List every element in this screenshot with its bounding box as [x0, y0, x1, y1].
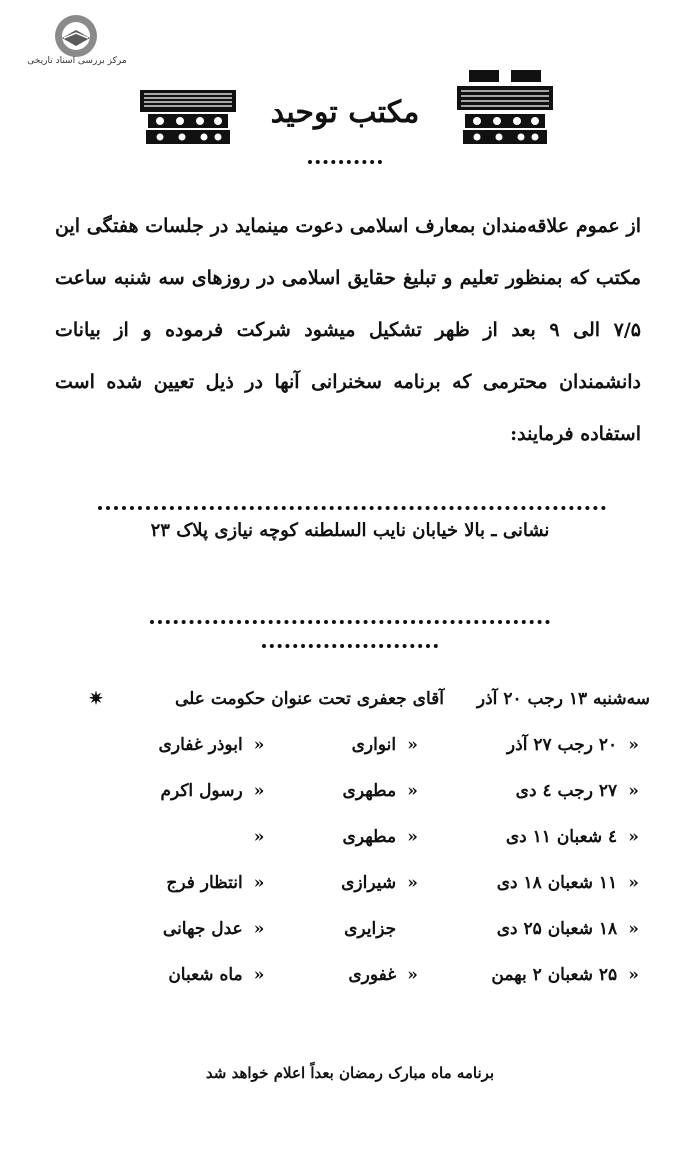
document-title: مکتب توحید — [270, 95, 420, 130]
schedule-topic: عدل جهانی — [162, 919, 243, 939]
schedule-row — [60, 676, 650, 722]
schedule-row — [60, 860, 650, 906]
ditto-mark: « — [407, 965, 418, 985]
ditto-mark: « — [407, 873, 418, 893]
ditto-mark: « — [253, 965, 265, 985]
schedule-row — [60, 814, 650, 860]
title-underline — [308, 160, 382, 164]
schedule-speaker: مطهری — [342, 827, 397, 847]
ditto-mark: « — [628, 781, 639, 801]
ornament-right — [455, 66, 555, 148]
schedule-table — [60, 676, 650, 998]
ditto-mark: « — [253, 735, 265, 755]
ditto-mark: « — [253, 873, 265, 893]
schedule-date: ٤ شعبان ۱۱ دی — [505, 827, 618, 847]
schedule-date: ۲۵ شعبان ۲ بهمن — [491, 965, 618, 985]
schedule-date: سه‌شنبه ۱۳ رجب ۲۰ آذر — [476, 689, 650, 709]
divider — [262, 644, 438, 648]
schedule-date: ۱۱ شعبان ۱۸ دی — [496, 873, 618, 893]
ditto-mark: « — [628, 965, 639, 985]
ramadan-note: برنامه ماه مبارک رمضان بعداً اعلام خواهد شد — [205, 1064, 495, 1082]
ditto-mark: « — [407, 827, 418, 847]
ditto-mark: « — [407, 735, 418, 755]
schedule-topic: ماه شعبان — [168, 965, 243, 985]
archive-label: مرکز بررسی اسناد تاریخی — [27, 56, 127, 66]
schedule-topic: رسول اکرم — [160, 781, 243, 801]
schedule-date: ۲۷ رجب ٤ دی — [515, 781, 618, 801]
schedule-date: ۱۸ شعبان ۲۵ دی — [496, 919, 618, 939]
schedule-row — [60, 768, 650, 814]
schedule-row — [60, 952, 650, 998]
schedule-topic: انتظار فرج — [166, 873, 243, 893]
ditto-mark: « — [253, 781, 265, 801]
ornament-left — [138, 86, 238, 148]
schedule-topic: ابوذر غفاری — [158, 735, 243, 755]
schedule-speaker: مطهری — [342, 781, 397, 801]
address-line: نشانی ـ بالا خیابان نایب السلطنه کوچه نیازی پلاک ۲۳ — [150, 520, 550, 541]
ditto-mark: « — [628, 735, 639, 755]
divider — [98, 506, 606, 510]
schedule-speaker: شیرازی — [341, 873, 397, 893]
ditto-mark: « — [628, 919, 639, 939]
ditto-mark: « — [407, 781, 418, 801]
schedule-speaker-topic: آقای جعفری تحت عنوان حکومت علی — [174, 689, 444, 709]
schedule-speaker: جزایری — [344, 919, 397, 939]
intro-paragraph: از عموم علاقه‌مندان بمعارف اسلامی دعوت مینماید در جلسات هفتگی این مکتب که بمنظور تعلیم و تبلیغ حقایق اسلامی در روزهای سه شنبه ساعت ۷/۵ الی ۹ بعد از ظهر تشکیل میشود شرکت فرموده و از بیانات دانشمندان محترمی که برنامه سخنرانی آنها در ذیل تعیین شده است استفاده فرمایند: — [55, 215, 641, 445]
schedule-date: ۲۰ رجب ۲۷ آذر — [506, 735, 618, 755]
schedule-row — [60, 722, 650, 768]
schedule-speaker: غفوری — [348, 965, 397, 985]
schedule-row — [60, 906, 650, 952]
ditto-mark: « — [253, 827, 265, 847]
star-ornament-icon: ✷ — [88, 689, 104, 709]
schedule-speaker: انواری — [351, 735, 397, 755]
archive-book-icon — [52, 12, 100, 60]
ditto-mark: « — [628, 827, 639, 847]
ditto-mark: « — [628, 873, 639, 893]
ditto-mark: « — [253, 919, 265, 939]
divider — [150, 620, 550, 624]
